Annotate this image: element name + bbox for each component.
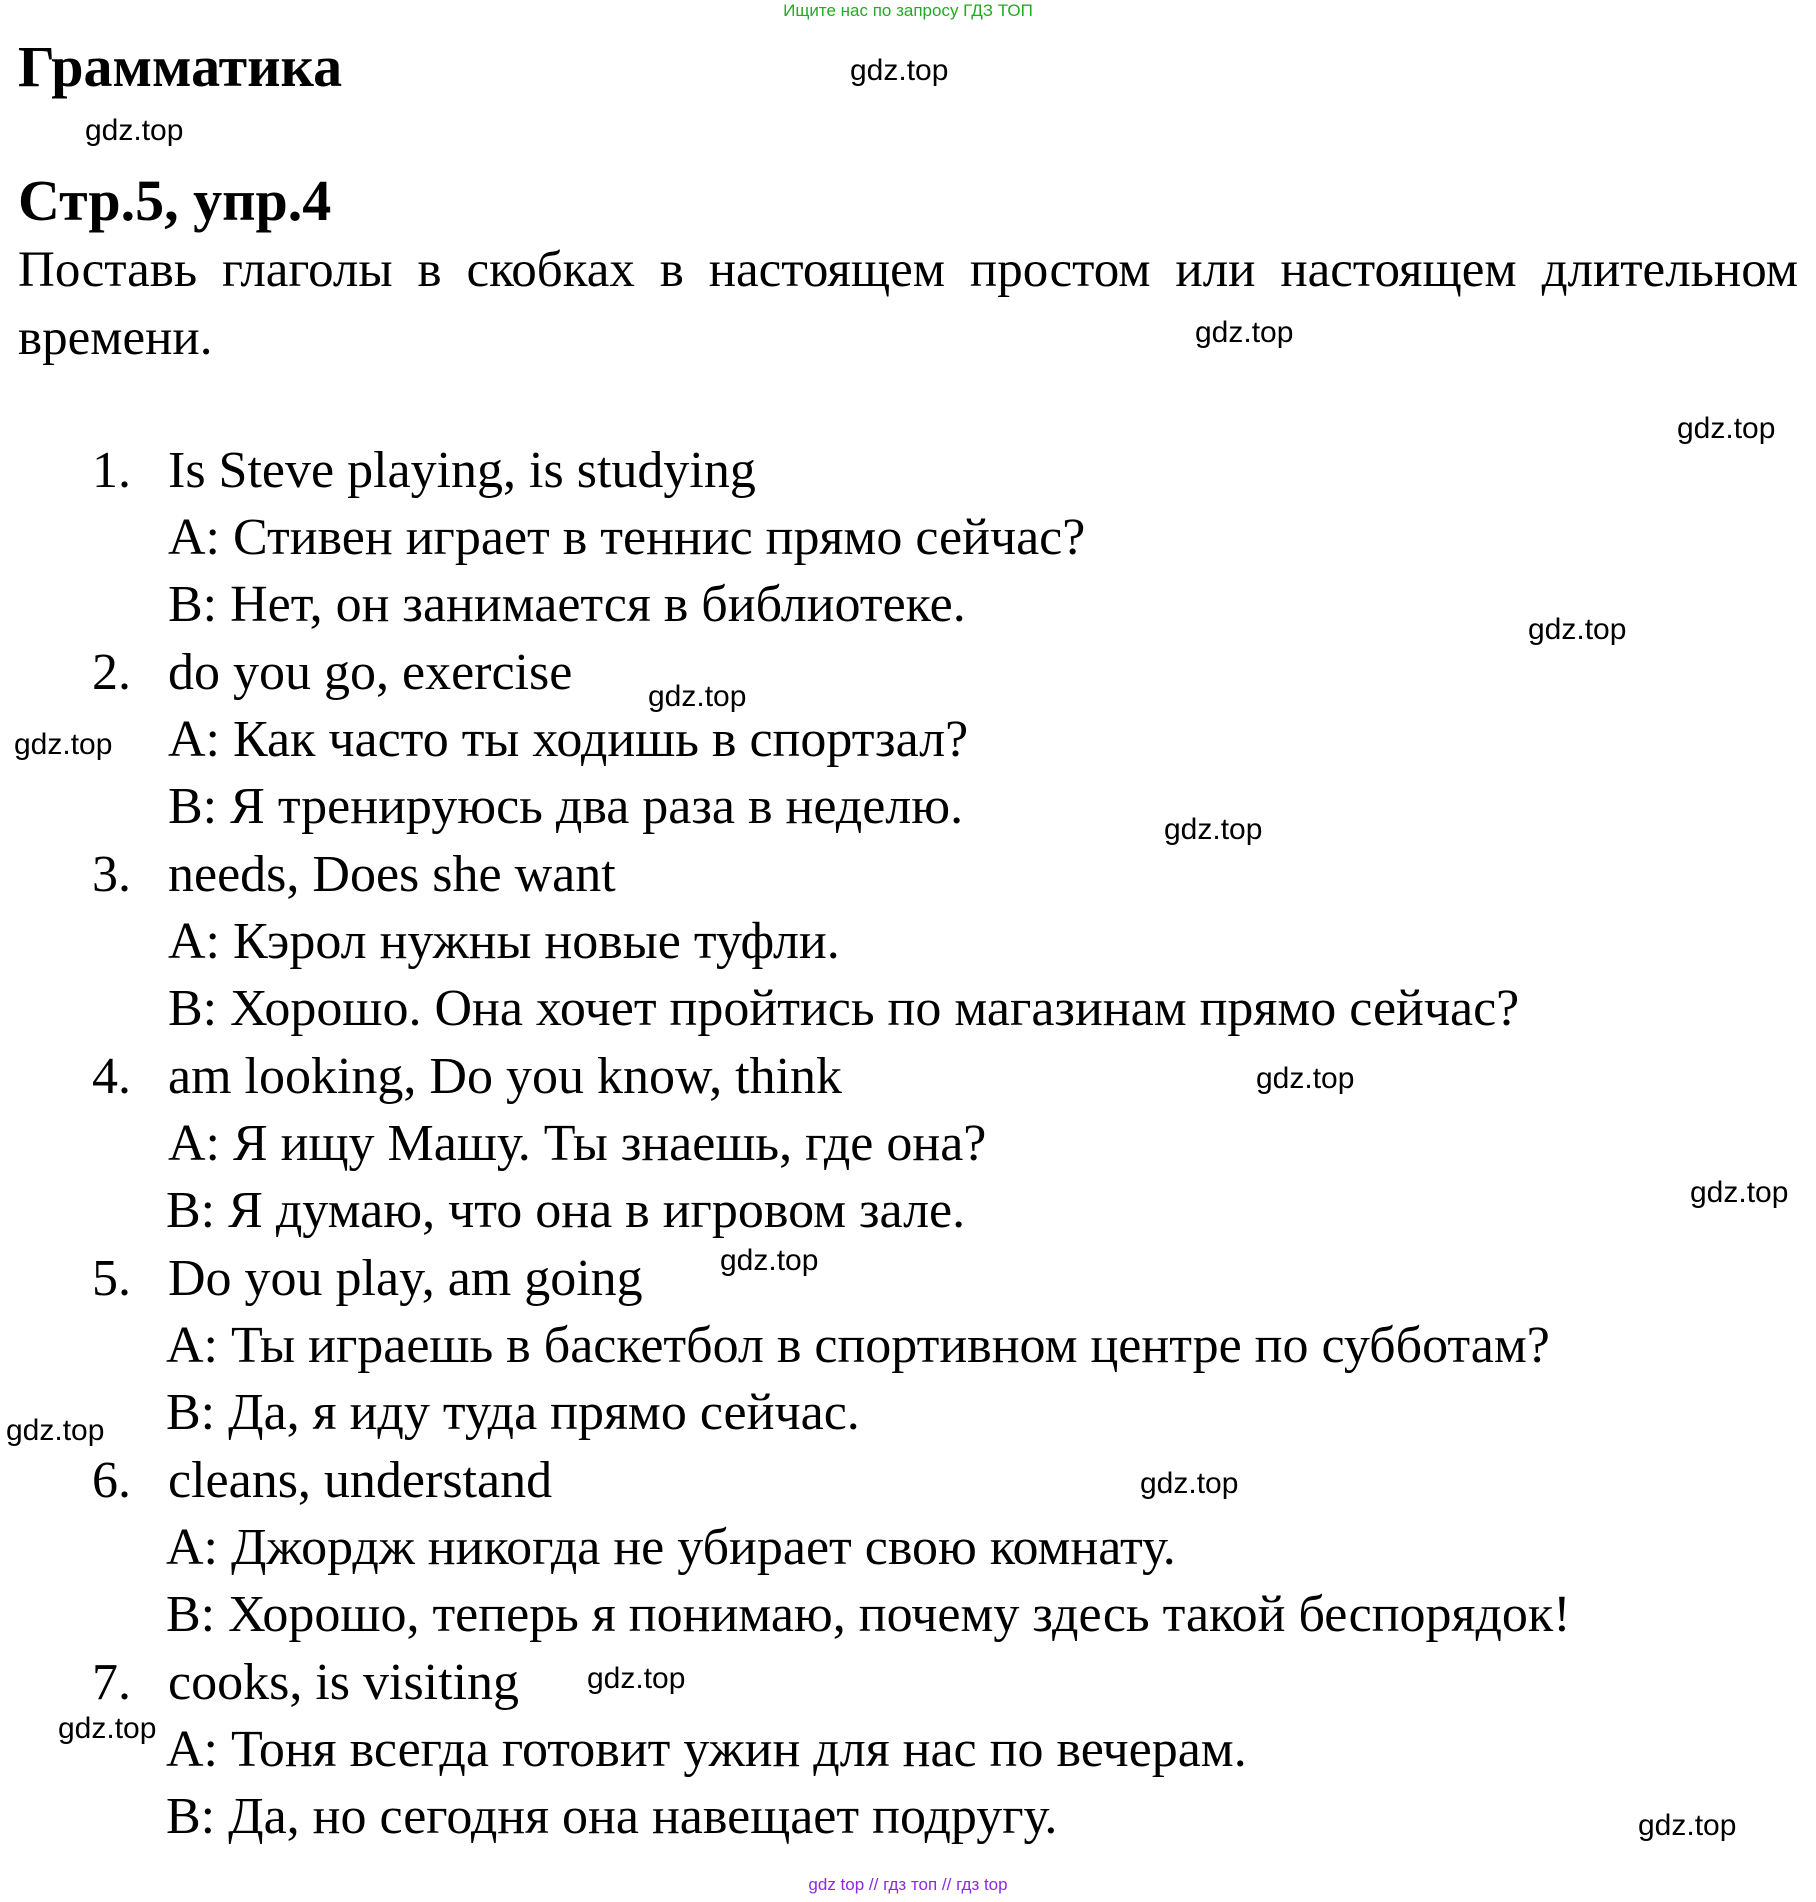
watermark: gdz.top — [1195, 316, 1294, 349]
watermark: gdz.top — [1690, 1176, 1789, 1209]
watermark: gdz.top — [587, 1662, 686, 1695]
dialogue-line-a: A: Я ищу Машу. Ты знаешь, где она? — [168, 1115, 987, 1172]
dialogue-line-b: B: Нет, он занимается в библиотеке. — [168, 576, 966, 633]
watermark: gdz.top — [14, 728, 113, 761]
item-number: 1. — [92, 442, 131, 499]
exercise-instructions: Поставь глаголы в скобках в настоящем простом или настоящем длительном времени. — [18, 242, 1798, 366]
dialogue-line-b: B: Хорошо. Она хочет пройтись по магазинам прямо сейчас? — [168, 980, 1520, 1037]
dialogue-line-b: B: Я тренируюсь два раза в неделю. — [168, 778, 964, 835]
watermark: gdz.top — [85, 114, 184, 147]
dialogue-line-a: A: Как часто ты ходишь в спортзал? — [168, 711, 969, 768]
answer-verbs: needs, Does she want — [168, 846, 616, 903]
watermark: gdz.top — [1140, 1467, 1239, 1500]
dialogue-line-a: A: Кэрол нужны новые туфли. — [168, 913, 840, 970]
answer-verbs: cleans, understand — [168, 1452, 553, 1509]
watermark: gdz.top — [1677, 412, 1776, 445]
watermark: gdz.top — [1528, 613, 1627, 646]
section-title: Грамматика — [18, 34, 343, 99]
watermark: gdz.top — [850, 54, 949, 87]
watermark: gdz.top — [1256, 1062, 1355, 1095]
dialogue-line-a: A: Тоня всегда готовит ужин для нас по вечерам. — [166, 1721, 1247, 1778]
footer-links: gdz top // гдз топ // гдз top — [808, 1875, 1008, 1894]
watermark: gdz.top — [6, 1414, 105, 1447]
item-number: 7. — [92, 1654, 131, 1711]
dialogue-line-a: A: Стивен играет в теннис прямо сейчас? — [168, 509, 1086, 566]
watermark: gdz.top — [1638, 1809, 1737, 1842]
answer-verbs: Do you play, am going — [168, 1250, 643, 1307]
watermark: gdz.top — [648, 680, 747, 713]
dialogue-line-a: A: Ты играешь в баскетбол в спортивном центре по субботам? — [166, 1317, 1550, 1374]
top-banner: Ищите нас по запросу ГДЗ ТОП — [783, 1, 1033, 20]
watermark: gdz.top — [1164, 813, 1263, 846]
dialogue-line-b: B: Да, но сегодня она навещает подругу. — [166, 1788, 1058, 1845]
exercise-heading: Стр.5, упр.4 — [18, 168, 332, 233]
dialogue-line-a: A: Джордж никогда не убирает свою комнату. — [166, 1519, 1176, 1576]
item-number: 5. — [92, 1250, 131, 1307]
dialogue-line-b: B: Хорошо, теперь я понимаю, почему здесь такой беспорядок! — [166, 1586, 1571, 1643]
watermark: gdz.top — [720, 1244, 819, 1277]
dialogue-line-b: B: Я думаю, что она в игровом зале. — [166, 1182, 966, 1239]
item-number: 3. — [92, 846, 131, 903]
dialogue-line-b: B: Да, я иду туда прямо сейчас. — [166, 1384, 860, 1441]
answer-verbs: Is Steve playing, is studying — [168, 442, 756, 499]
item-number: 2. — [92, 644, 131, 701]
answer-verbs: am looking, Do you know, think — [168, 1048, 843, 1105]
item-number: 4. — [92, 1048, 131, 1105]
watermark: gdz.top — [58, 1712, 157, 1745]
item-number: 6. — [92, 1452, 131, 1509]
answer-verbs: cooks, is visiting — [168, 1654, 520, 1711]
answer-verbs: do you go, exercise — [168, 644, 573, 701]
